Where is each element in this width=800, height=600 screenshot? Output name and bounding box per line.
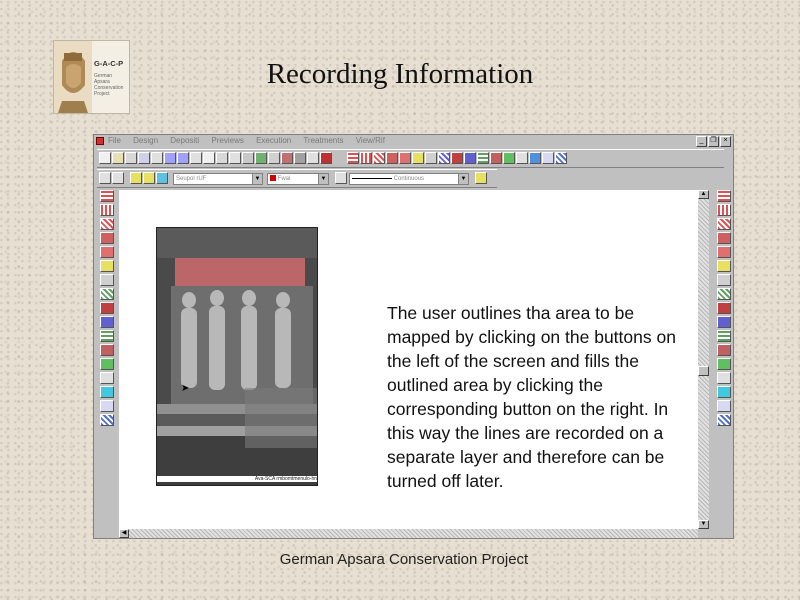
layer-color-icon[interactable]	[156, 172, 168, 184]
color-swatch	[270, 175, 276, 181]
print-icon[interactable]	[138, 152, 150, 164]
pattern-hatch-red-icon[interactable]	[347, 152, 359, 164]
restore-button[interactable]: ❐	[708, 136, 719, 147]
outline-fill-blue-icon[interactable]	[100, 316, 114, 328]
fill-light-icon[interactable]	[717, 372, 731, 384]
fill-green-icon[interactable]	[717, 358, 731, 370]
layer-stack-icon[interactable]	[112, 172, 124, 184]
logo-org-line: German	[94, 73, 113, 79]
fill-diag-green-icon[interactable]	[717, 288, 731, 300]
drawing-canvas[interactable]	[119, 190, 698, 529]
pattern-fill-rose-icon[interactable]	[399, 152, 411, 164]
pattern-fill-dark-red-icon[interactable]	[451, 152, 463, 164]
arrow-tool-icon[interactable]	[216, 152, 228, 164]
move-tool-icon[interactable]	[229, 152, 241, 164]
slide-footer: German Apsara Conservation Project	[279, 551, 529, 568]
fill-blue-icon[interactable]	[717, 316, 731, 328]
outline-dots-red-icon[interactable]	[100, 344, 114, 356]
region-tool-icon[interactable]	[268, 152, 280, 164]
pattern-fill-blue-icon[interactable]	[464, 152, 476, 164]
chevron-down-icon: ▼	[252, 174, 262, 184]
fill-dots-red-icon[interactable]	[717, 344, 731, 356]
mouse-cursor-icon: ➤	[181, 383, 190, 394]
vertical-scrollbar[interactable]	[698, 190, 709, 529]
cut-icon[interactable]	[151, 152, 163, 164]
fill-hatch-green-icon[interactable]	[717, 330, 731, 342]
line-style-icon[interactable]	[335, 172, 347, 184]
pattern-fill-yellow-icon[interactable]	[412, 152, 424, 164]
rectangle-tool-icon[interactable]	[242, 152, 254, 164]
outline-light-icon[interactable]	[100, 372, 114, 384]
slide-title: Recording Information	[266, 58, 534, 90]
pattern-fill-green-icon[interactable]	[503, 152, 515, 164]
fill-blank-icon[interactable]	[717, 274, 731, 286]
fill-dark-red-icon[interactable]	[717, 302, 731, 314]
pattern-diag-navy-icon[interactable]	[555, 152, 567, 164]
toolbar-properties	[97, 169, 497, 188]
menu-file[interactable]: File	[108, 136, 121, 145]
pattern-fill-red-icon[interactable]	[386, 152, 398, 164]
chevron-down-icon: ▼	[458, 174, 468, 184]
pattern-light-icon[interactable]	[516, 152, 528, 164]
fill-stripe-red-icon[interactable]	[717, 204, 731, 216]
outline-diag-green-icon[interactable]	[100, 288, 114, 300]
marker-tool-icon[interactable]	[320, 152, 332, 164]
fill-fork-icon[interactable]	[717, 400, 731, 412]
fill-rose-icon[interactable]	[717, 246, 731, 258]
pattern-hatch-green-icon[interactable]	[477, 152, 489, 164]
outline-fill-dark-red-icon[interactable]	[100, 302, 114, 314]
measure-tool-icon[interactable]	[294, 152, 306, 164]
pointer-tool-icon[interactable]	[307, 152, 319, 164]
relief-image	[157, 228, 317, 485]
logo-acronym: G-A-C-P	[94, 59, 124, 68]
pattern-stripe-red-icon[interactable]	[360, 152, 372, 164]
app-window	[93, 134, 734, 539]
layers-icon[interactable]	[99, 172, 111, 184]
logo-org-line: Apsara	[94, 79, 110, 85]
layer-visibility-icon[interactable]	[130, 172, 142, 184]
pattern-fill-azure-icon[interactable]	[529, 152, 541, 164]
fill-diag-red-icon[interactable]	[717, 218, 731, 230]
pattern-diag-red-icon[interactable]	[373, 152, 385, 164]
fill-diag-navy-icon[interactable]	[717, 414, 731, 426]
outline-fill-yellow-icon[interactable]	[100, 260, 114, 272]
app-icon[interactable]	[96, 137, 104, 145]
line-sample	[352, 178, 392, 179]
zoom-icon[interactable]	[190, 152, 202, 164]
menu-bar	[94, 135, 733, 148]
line-type-select[interactable]	[349, 173, 469, 185]
fill-yellow-icon[interactable]	[717, 260, 731, 272]
minimize-button[interactable]: _	[696, 136, 707, 147]
open-folder-icon[interactable]	[112, 152, 124, 164]
apsara-relief-photo	[156, 227, 318, 486]
fill-red-icon[interactable]	[717, 232, 731, 244]
toolbar-main	[97, 149, 724, 168]
menu-view[interactable]: View/Rif	[355, 136, 385, 145]
horizontal-scrollbar[interactable]	[119, 529, 698, 538]
scroll-down-icon[interactable]: ▼	[698, 520, 709, 529]
outline-fill-green-icon[interactable]	[100, 358, 114, 370]
fill-palette	[715, 190, 733, 428]
outline-diag-navy-icon[interactable]	[100, 414, 114, 426]
menu-previews[interactable]: Previews	[211, 136, 244, 145]
color-select[interactable]	[267, 173, 329, 185]
layer-select[interactable]	[173, 173, 263, 185]
scroll-up-icon[interactable]: ▲	[698, 190, 709, 199]
redo-icon[interactable]	[177, 152, 189, 164]
text-icon[interactable]	[203, 152, 215, 164]
line-tool-icon[interactable]	[281, 152, 293, 164]
pattern-dots-red-icon[interactable]	[490, 152, 502, 164]
logo-org-line: Project	[94, 91, 110, 97]
line-type-value: Continuous	[393, 176, 425, 182]
instruction-text: The user outlines tha area to be mapped by clicking on the buttons on the left of the screen and fills the outlined area by clicking the corresponding button on the right. In this way the lines are recorded on a separate layer and therefore can be turned off later.	[387, 303, 676, 491]
outline-fork-icon[interactable]	[100, 400, 114, 412]
menu-execution[interactable]: Execution	[256, 136, 292, 145]
menu-depositi[interactable]: Depositi	[170, 136, 200, 145]
photo-caption: Ava-SCA rmbomtmenulo-hn	[157, 476, 317, 482]
fill-hatch-red-icon[interactable]	[717, 190, 731, 202]
outline-fill-rose-icon[interactable]	[100, 246, 114, 258]
fill-icon[interactable]	[475, 172, 487, 184]
fill-cyan-icon[interactable]	[717, 386, 731, 398]
pattern-blank-icon[interactable]	[425, 152, 437, 164]
save-icon[interactable]	[125, 152, 137, 164]
outline-stripe-red-icon[interactable]	[100, 204, 114, 216]
outline-fill-red-icon[interactable]	[100, 232, 114, 244]
scroll-thumb[interactable]	[698, 366, 709, 376]
layer-tool-icon[interactable]	[255, 152, 267, 164]
menu-design[interactable]: Design	[133, 136, 159, 145]
outline-hatch-green-icon[interactable]	[100, 330, 114, 342]
scroll-left-icon[interactable]: ◀	[119, 529, 129, 538]
new-file-icon[interactable]	[99, 152, 111, 164]
outline-fill-cyan-icon[interactable]	[100, 386, 114, 398]
close-button[interactable]: ×	[720, 136, 731, 147]
undo-icon[interactable]	[164, 152, 176, 164]
menu-treatments[interactable]: Treatments	[303, 136, 344, 145]
pattern-diag-blue-icon[interactable]	[438, 152, 450, 164]
logo-org-line: Conservation	[94, 85, 124, 91]
outline-blank-icon[interactable]	[100, 274, 114, 286]
color-select-value: Fwal	[277, 176, 291, 182]
outline-diag-red-icon[interactable]	[100, 218, 114, 230]
outline-palette	[98, 190, 116, 428]
chevron-down-icon: ▼	[318, 174, 328, 184]
layer-lock-icon[interactable]	[143, 172, 155, 184]
pattern-fork-icon[interactable]	[542, 152, 554, 164]
outline-hatch-red-icon[interactable]	[100, 190, 114, 202]
layer-select-value: Seupol rUF	[176, 176, 207, 182]
